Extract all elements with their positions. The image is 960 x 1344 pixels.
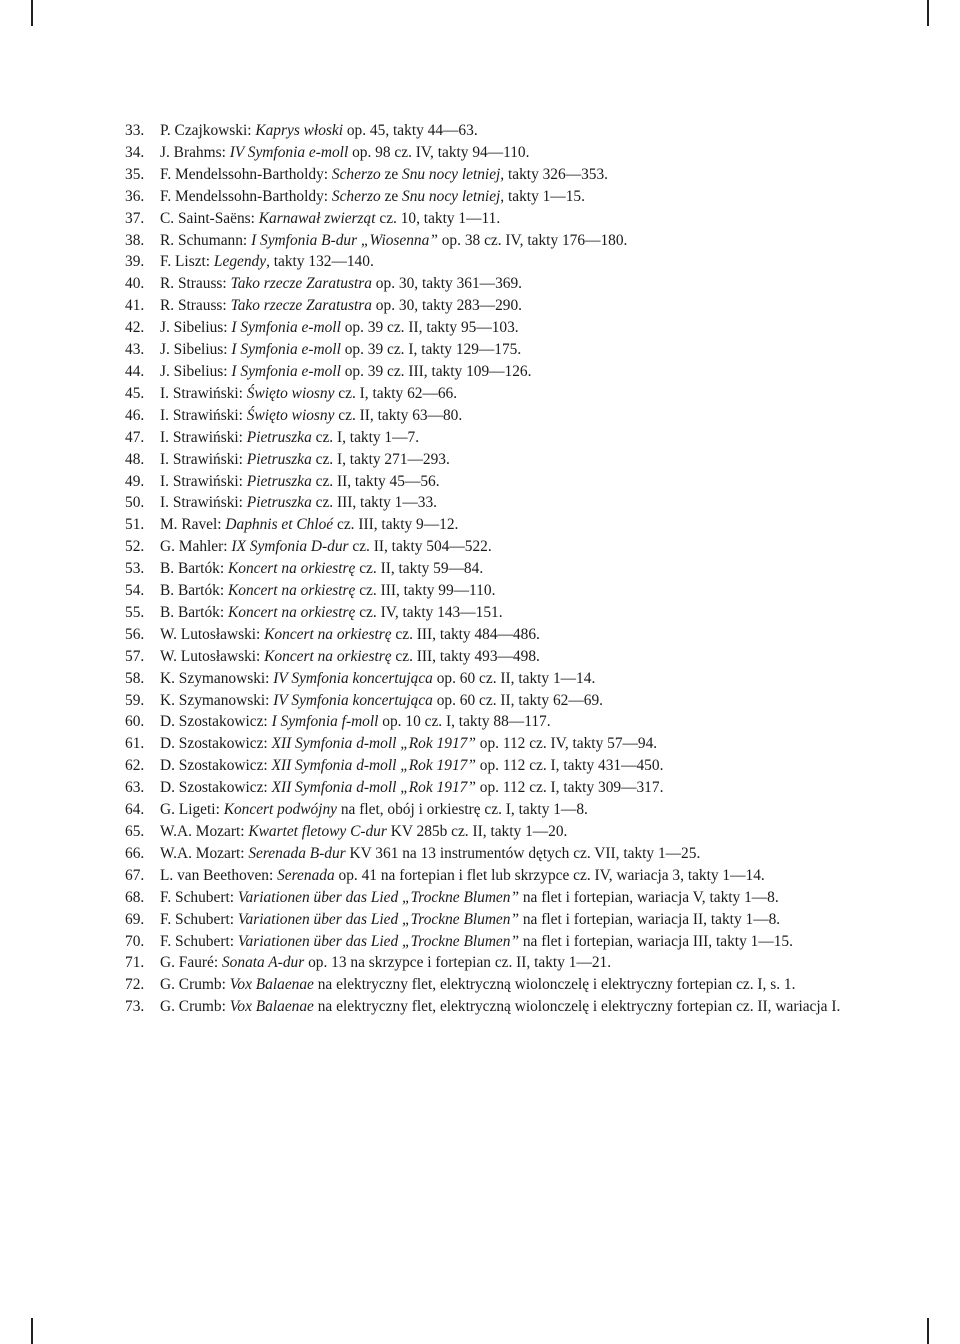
item-text <box>160 933 793 950</box>
item-text <box>160 122 478 139</box>
item-text-segment: I. Strawiński: <box>160 494 247 512</box>
item-text <box>160 779 663 796</box>
item-text-segment: cz. IV, takty 143—151. <box>355 603 503 621</box>
item-text <box>160 735 657 752</box>
work-title: XII Symfonia d-moll „Rok 1917” <box>271 735 476 753</box>
item-text-segment: na flet, obój i orkiestrę cz. I, takty 1—8. <box>336 801 588 819</box>
item-text <box>160 954 611 971</box>
list-item <box>125 427 853 449</box>
item-text <box>160 516 458 533</box>
item-text <box>160 363 531 380</box>
item-text-segment: ze <box>380 187 402 205</box>
list-item <box>125 799 853 821</box>
item-text-segment: G. Crumb: <box>160 976 230 994</box>
work-title: Pietruszka <box>246 450 312 468</box>
item-text-segment: D. Szostakowicz: <box>160 779 272 797</box>
list-item <box>125 711 853 733</box>
crop-mark-top-left <box>31 0 33 26</box>
item-text-segment: W.A. Mozart: <box>160 823 249 840</box>
item-text-segment: op. 13 na skrzypce i fortepian cz. II, takty 1—21. <box>304 954 612 972</box>
list-item <box>125 931 853 953</box>
list-item <box>125 624 853 646</box>
item-number: 64. <box>125 801 145 819</box>
work-title: Legendy <box>213 253 267 271</box>
item-number: 48. <box>125 450 145 468</box>
item-text-segment: D. Szostakowicz: <box>160 735 272 753</box>
list-item <box>125 273 853 295</box>
work-title: Koncert na orkiestrę <box>227 560 356 578</box>
item-text-segment: , takty 132—140. <box>266 253 374 271</box>
work-title: Koncert na orkiestrę <box>227 603 356 621</box>
work-title: Scherzo <box>331 165 381 183</box>
item-text-segment: na flet i fortepian, wariacja II, takty 1—8. <box>519 910 781 928</box>
item-text-segment: na elektryczny flet, elektryczną wiolonczelę i elektryczny fortepian cz. II, wariacja I. <box>313 998 841 1016</box>
work-title: Variationen über das Lied „Trockne Blumen” <box>237 888 520 906</box>
item-text-segment: cz. III, takty 99—110. <box>355 582 496 600</box>
list-item <box>125 230 853 252</box>
list-item <box>125 208 853 230</box>
item-number: 70. <box>125 932 145 950</box>
item-text-segment: op. 38 cz. IV, takty 176—180. <box>437 231 628 249</box>
item-text-segment: cz. III, takty 493—498. <box>391 647 540 665</box>
item-text <box>160 451 450 468</box>
work-title: Tako rzecze Zaratustra <box>230 275 372 293</box>
item-text-segment: K. Szymanowski: <box>160 669 274 687</box>
item-text-segment: I. Strawiński: <box>160 384 247 402</box>
item-text <box>160 823 567 840</box>
item-text-segment: op. 112 cz. IV, takty 57—94. <box>475 735 658 753</box>
item-text-segment: op. 41 na fortepian i flet lub skrzypce cz. IV, wariacja 3, takty 1—14. <box>334 866 765 884</box>
work-title: Variationen über das Lied „Trockne Blumen” <box>237 910 520 928</box>
item-text-segment: F. Schubert: <box>160 910 238 928</box>
item-text-segment: op. 98 cz. IV, takty 94—110. <box>348 143 530 161</box>
item-text-segment: cz. III, takty 484—486. <box>391 625 540 643</box>
item-number: 72. <box>125 976 145 994</box>
work-title: Serenada B-dur <box>248 844 346 862</box>
item-text-segment: W.A. Mozart: <box>160 844 249 862</box>
item-text-segment: K. Szymanowski: <box>160 691 274 709</box>
list-item <box>125 361 853 383</box>
list-item <box>125 974 853 996</box>
work-title: Koncert podwójny <box>223 801 337 819</box>
item-text <box>160 210 500 227</box>
work-title: Vox Balaenae <box>229 976 314 994</box>
list-item <box>125 405 853 427</box>
item-text-segment: I. Strawiński: <box>160 472 247 490</box>
work-title: Kwartet fletowy C-dur <box>248 823 387 840</box>
item-text <box>160 538 492 555</box>
item-number: 71. <box>125 954 145 972</box>
item-text-segment: F. Liszt: <box>160 253 214 271</box>
item-text-segment: KV 285b cz. II, takty 1—20. <box>386 823 568 840</box>
list-item <box>125 164 853 186</box>
item-text <box>160 670 595 687</box>
item-number: 42. <box>125 319 145 337</box>
list-item <box>125 339 853 361</box>
item-text-segment: C. Saint-Saëns: <box>160 209 259 227</box>
item-text <box>160 253 374 270</box>
item-text-segment: cz. III, takty 9—12. <box>333 516 459 534</box>
work-title: Snu nocy letniej <box>402 187 501 205</box>
item-text-segment: op. 30, takty 283—290. <box>371 297 523 315</box>
work-title: Pietruszka <box>246 428 312 446</box>
item-number: 67. <box>125 866 145 884</box>
item-text-segment: op. 30, takty 361—369. <box>371 275 523 293</box>
item-text <box>160 407 462 424</box>
item-text-segment: , takty 1—15. <box>500 187 585 205</box>
item-number: 66. <box>125 844 145 862</box>
list-item <box>125 646 853 668</box>
work-title: Kaprys włoski <box>255 122 343 139</box>
item-number: 54. <box>125 582 145 600</box>
item-text-segment: na flet i fortepian, wariacja V, takty 1—8. <box>519 888 779 906</box>
item-text-segment: F. Mendelssohn-Bartholdy: <box>160 165 332 183</box>
item-text-segment: J. Brahms: <box>160 143 230 161</box>
item-number: 37. <box>125 209 145 227</box>
item-text-segment: cz. I, takty 271—293. <box>311 450 450 468</box>
item-number: 57. <box>125 647 145 665</box>
work-title: IV Symfonia e-moll <box>229 143 349 161</box>
item-text <box>160 757 663 774</box>
item-number: 33. <box>125 122 145 139</box>
score-excerpt-list <box>125 120 853 1018</box>
item-number: 47. <box>125 428 145 446</box>
item-text-segment: cz. I, takty 1—7. <box>311 428 420 446</box>
item-text-segment: op. 39 cz. II, takty 95—103. <box>340 319 519 337</box>
list-item <box>125 843 853 865</box>
item-number: 49. <box>125 472 145 490</box>
list-item <box>125 449 853 471</box>
item-text-segment: F. Schubert: <box>160 932 238 950</box>
work-title: Koncert na orkiestrę <box>227 582 356 600</box>
item-text-segment: na flet i fortepian, wariacja III, takty 1—15. <box>519 932 793 950</box>
list-item <box>125 558 853 580</box>
list-item <box>125 690 853 712</box>
work-title: Karnawał zwierząt <box>258 209 376 227</box>
list-item <box>125 755 853 777</box>
item-text-segment: W. Lutosławski: <box>160 647 265 665</box>
list-item <box>125 383 853 405</box>
list-item <box>125 887 853 909</box>
item-number: 34. <box>125 143 145 161</box>
item-number: 46. <box>125 406 145 424</box>
item-text <box>160 867 765 884</box>
item-text-segment: M. Ravel: <box>160 516 226 534</box>
list-item <box>125 733 853 755</box>
item-text-segment: cz. II, takty 45—56. <box>311 472 440 490</box>
item-text <box>160 713 551 730</box>
item-text-segment: B. Bartók: <box>160 582 228 600</box>
work-title: I Symfonia B-dur „Wiosenna” <box>251 231 438 249</box>
item-text-segment: F. Schubert: <box>160 888 238 906</box>
item-number: 52. <box>125 538 145 556</box>
work-title: Daphnis et Chloé <box>225 516 334 534</box>
crop-mark-bottom-right <box>927 1318 929 1344</box>
work-title: Koncert na orkiestrę <box>264 625 392 643</box>
item-text-segment: J. Sibelius: <box>160 319 232 337</box>
item-number: 36. <box>125 187 145 205</box>
list-item <box>125 251 853 273</box>
item-text <box>160 648 540 665</box>
item-number: 63. <box>125 779 145 797</box>
work-title: XII Symfonia d-moll „Rok 1917” <box>271 779 476 797</box>
work-title: Pietruszka <box>246 472 312 490</box>
item-text <box>160 845 700 862</box>
work-title: I Symfonia e-moll <box>231 362 341 380</box>
list-item <box>125 952 853 974</box>
item-text-segment: B. Bartók: <box>160 560 228 578</box>
item-number: 50. <box>125 494 145 512</box>
item-text <box>160 604 503 621</box>
list-item <box>125 909 853 931</box>
list-item <box>125 471 853 493</box>
item-number: 35. <box>125 165 145 183</box>
list-item <box>125 668 853 690</box>
item-number: 39. <box>125 253 145 271</box>
item-text <box>160 144 529 161</box>
list-item <box>125 602 853 624</box>
item-number: 58. <box>125 669 145 687</box>
item-text-segment: I. Strawiński: <box>160 406 247 424</box>
work-title: Scherzo <box>331 187 381 205</box>
item-text <box>160 297 522 314</box>
item-number: 69. <box>125 910 145 928</box>
item-text <box>160 188 585 205</box>
crop-mark-top-right <box>927 0 929 26</box>
item-text <box>160 385 457 402</box>
item-text <box>160 166 608 183</box>
item-text-segment: op. 39 cz. I, takty 129—175. <box>340 341 522 359</box>
item-text <box>160 473 440 490</box>
item-number: 56. <box>125 625 145 643</box>
item-text-segment: op. 45, takty 44—63. <box>343 122 478 139</box>
work-title: Snu nocy letniej <box>402 165 501 183</box>
item-text <box>160 319 519 336</box>
list-item <box>125 492 853 514</box>
item-text-segment: cz. I, takty 62—66. <box>334 384 458 402</box>
item-text-segment: cz. II, takty 63—80. <box>334 406 463 424</box>
work-title: Pietruszka <box>246 494 312 512</box>
item-text-segment: D. Szostakowicz: <box>160 757 272 775</box>
list-item <box>125 996 853 1018</box>
work-title: XII Symfonia d-moll „Rok 1917” <box>271 757 476 775</box>
item-text-segment: J. Sibelius: <box>160 341 232 359</box>
item-number: 40. <box>125 275 145 293</box>
item-text-segment: op. 60 cz. II, takty 1—14. <box>432 669 596 687</box>
work-title: I Symfonia f-moll <box>271 713 379 731</box>
list-item <box>125 514 853 536</box>
list-item <box>125 317 853 339</box>
item-text-segment: na elektryczny flet, elektryczną wiolonczelę i elektryczny fortepian cz. I, s. 1. <box>313 976 796 994</box>
item-text <box>160 429 419 446</box>
item-number: 55. <box>125 603 145 621</box>
work-title: I Symfonia e-moll <box>231 319 341 337</box>
work-title: Tako rzecze Zaratustra <box>230 297 372 315</box>
item-text-segment: cz. 10, takty 1—11. <box>375 209 501 227</box>
item-text-segment: I. Strawiński: <box>160 450 247 468</box>
list-item <box>125 186 853 208</box>
work-title: I Symfonia e-moll <box>231 341 341 359</box>
item-number: 44. <box>125 362 145 380</box>
item-text-segment: G. Mahler: <box>160 538 232 556</box>
work-title: IX Symfonia D-dur <box>231 538 349 556</box>
work-title: Vox Balaenae <box>229 998 314 1016</box>
item-number: 65. <box>125 823 145 840</box>
item-text-segment: op. 60 cz. II, takty 62—69. <box>432 691 603 709</box>
item-text-segment: I. Strawiński: <box>160 428 247 446</box>
item-text-segment: op. 112 cz. I, takty 309—317. <box>475 779 664 797</box>
item-text-segment: op. 10 cz. I, takty 88—117. <box>378 713 551 731</box>
item-text <box>160 341 521 358</box>
item-text <box>160 275 522 292</box>
item-number: 61. <box>125 735 145 753</box>
item-text-segment: op. 112 cz. I, takty 431—450. <box>475 757 664 775</box>
work-title: Serenada <box>277 866 335 884</box>
work-title: Święto wiosny <box>246 384 335 402</box>
item-text-segment: F. Mendelssohn-Bartholdy: <box>160 187 332 205</box>
item-text-segment: ze <box>380 165 402 183</box>
item-text <box>160 692 603 709</box>
item-number: 68. <box>125 888 145 906</box>
item-text-segment: R. Schumann: <box>160 231 252 249</box>
item-number: 60. <box>125 713 145 731</box>
list-item <box>125 142 853 164</box>
item-text-segment: P. Czajkowski: <box>160 122 256 139</box>
item-text-segment: cz. II, takty 504—522. <box>348 538 492 556</box>
item-number: 62. <box>125 757 145 775</box>
work-title: Koncert na orkiestrę <box>264 647 392 665</box>
list-item <box>125 821 853 843</box>
item-text <box>160 889 779 906</box>
item-text-segment: cz. II, takty 59—84. <box>355 560 484 578</box>
work-title: IV Symfonia koncertująca <box>273 669 433 687</box>
item-text-segment: D. Szostakowicz: <box>160 713 272 731</box>
item-number: 45. <box>125 384 145 402</box>
item-text <box>160 494 437 511</box>
item-text <box>160 582 495 599</box>
crop-mark-bottom-left <box>31 1318 33 1344</box>
work-title: IV Symfonia koncertująca <box>273 691 433 709</box>
work-title: Sonata A-dur <box>221 954 305 972</box>
item-text-segment: R. Strauss: <box>160 275 231 293</box>
item-number: 51. <box>125 516 145 534</box>
list-item <box>125 536 853 558</box>
item-text <box>160 560 483 577</box>
item-text-segment: G. Fauré: <box>160 954 222 972</box>
item-number: 53. <box>125 560 145 578</box>
item-text <box>160 801 588 818</box>
item-number: 41. <box>125 297 145 315</box>
item-text-segment: R. Strauss: <box>160 297 231 315</box>
item-text-segment: J. Sibelius: <box>160 362 232 380</box>
list-item <box>125 865 853 887</box>
item-text <box>160 626 540 643</box>
item-text <box>160 232 627 249</box>
item-number: 43. <box>125 341 145 359</box>
item-text <box>160 911 780 928</box>
item-number: 73. <box>125 998 145 1016</box>
item-text-segment: G. Crumb: <box>160 998 230 1016</box>
item-text-segment: , takty 326—353. <box>500 165 609 183</box>
list-item <box>125 580 853 602</box>
list-item <box>125 777 853 799</box>
item-text-segment: L. van Beethoven: <box>160 866 278 884</box>
work-title: Święto wiosny <box>246 406 335 424</box>
list-item <box>125 120 853 142</box>
item-text-segment: G. Ligeti: <box>160 801 224 819</box>
item-text-segment: cz. III, takty 1—33. <box>311 494 438 512</box>
item-text-segment: op. 39 cz. III, takty 109—126. <box>340 362 532 380</box>
item-number: 59. <box>125 691 145 709</box>
work-title: Variationen über das Lied „Trockne Blumen” <box>237 932 520 950</box>
list-item <box>125 295 853 317</box>
item-text-segment: KV 361 na 13 instrumentów dętych cz. VII, takty 1—25. <box>345 844 701 862</box>
item-text <box>160 976 795 993</box>
item-text-segment: B. Bartók: <box>160 603 228 621</box>
item-text <box>160 998 840 1015</box>
item-number: 38. <box>125 231 145 249</box>
item-text-segment: W. Lutosławski: <box>160 625 265 643</box>
